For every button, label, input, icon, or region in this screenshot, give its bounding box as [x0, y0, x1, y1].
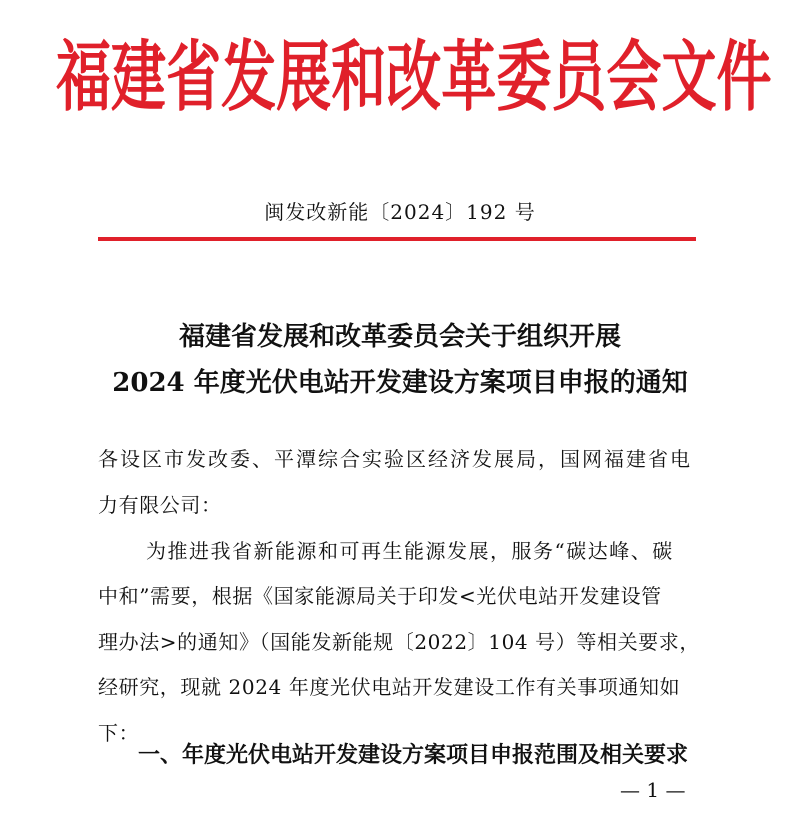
issuer-masthead: 福建省发展和改革委员会文件: [56, 32, 772, 123]
body-line: 下：: [98, 721, 140, 745]
body-line: 经研究，现就 2024 年度光伏电站开发建设工作有关事项通知如: [98, 675, 681, 699]
body-line: 为推进我省新能源和可再生能源发展，服务“碳达峰、碳: [146, 539, 674, 563]
section-heading: 一、年度光伏电站开发建设方案项目申报范围及相关要求: [138, 743, 689, 768]
body-line: 中和”需要，根据《国家能源局关于印发<光伏电站开发建设管: [98, 584, 662, 608]
page-number: — 1 —: [620, 778, 686, 802]
document-title-line-1: 福建省发展和改革委员会关于组织开展: [178, 322, 621, 352]
document-number: 闽发改新能〔2024〕192 号: [264, 200, 536, 224]
body-line: 理办法>的通知》（国能发新能规〔2022〕104 号）等相关要求，: [98, 630, 700, 654]
document-title-line-2: 2024 年度光伏电站开发建设方案项目申报的通知: [112, 368, 688, 398]
red-divider-line: [98, 237, 696, 241]
body-line: 各设区市发改委、平潭综合实验区经济发展局，国网福建省电: [98, 447, 692, 471]
body-line: 力有限公司：: [98, 493, 222, 517]
